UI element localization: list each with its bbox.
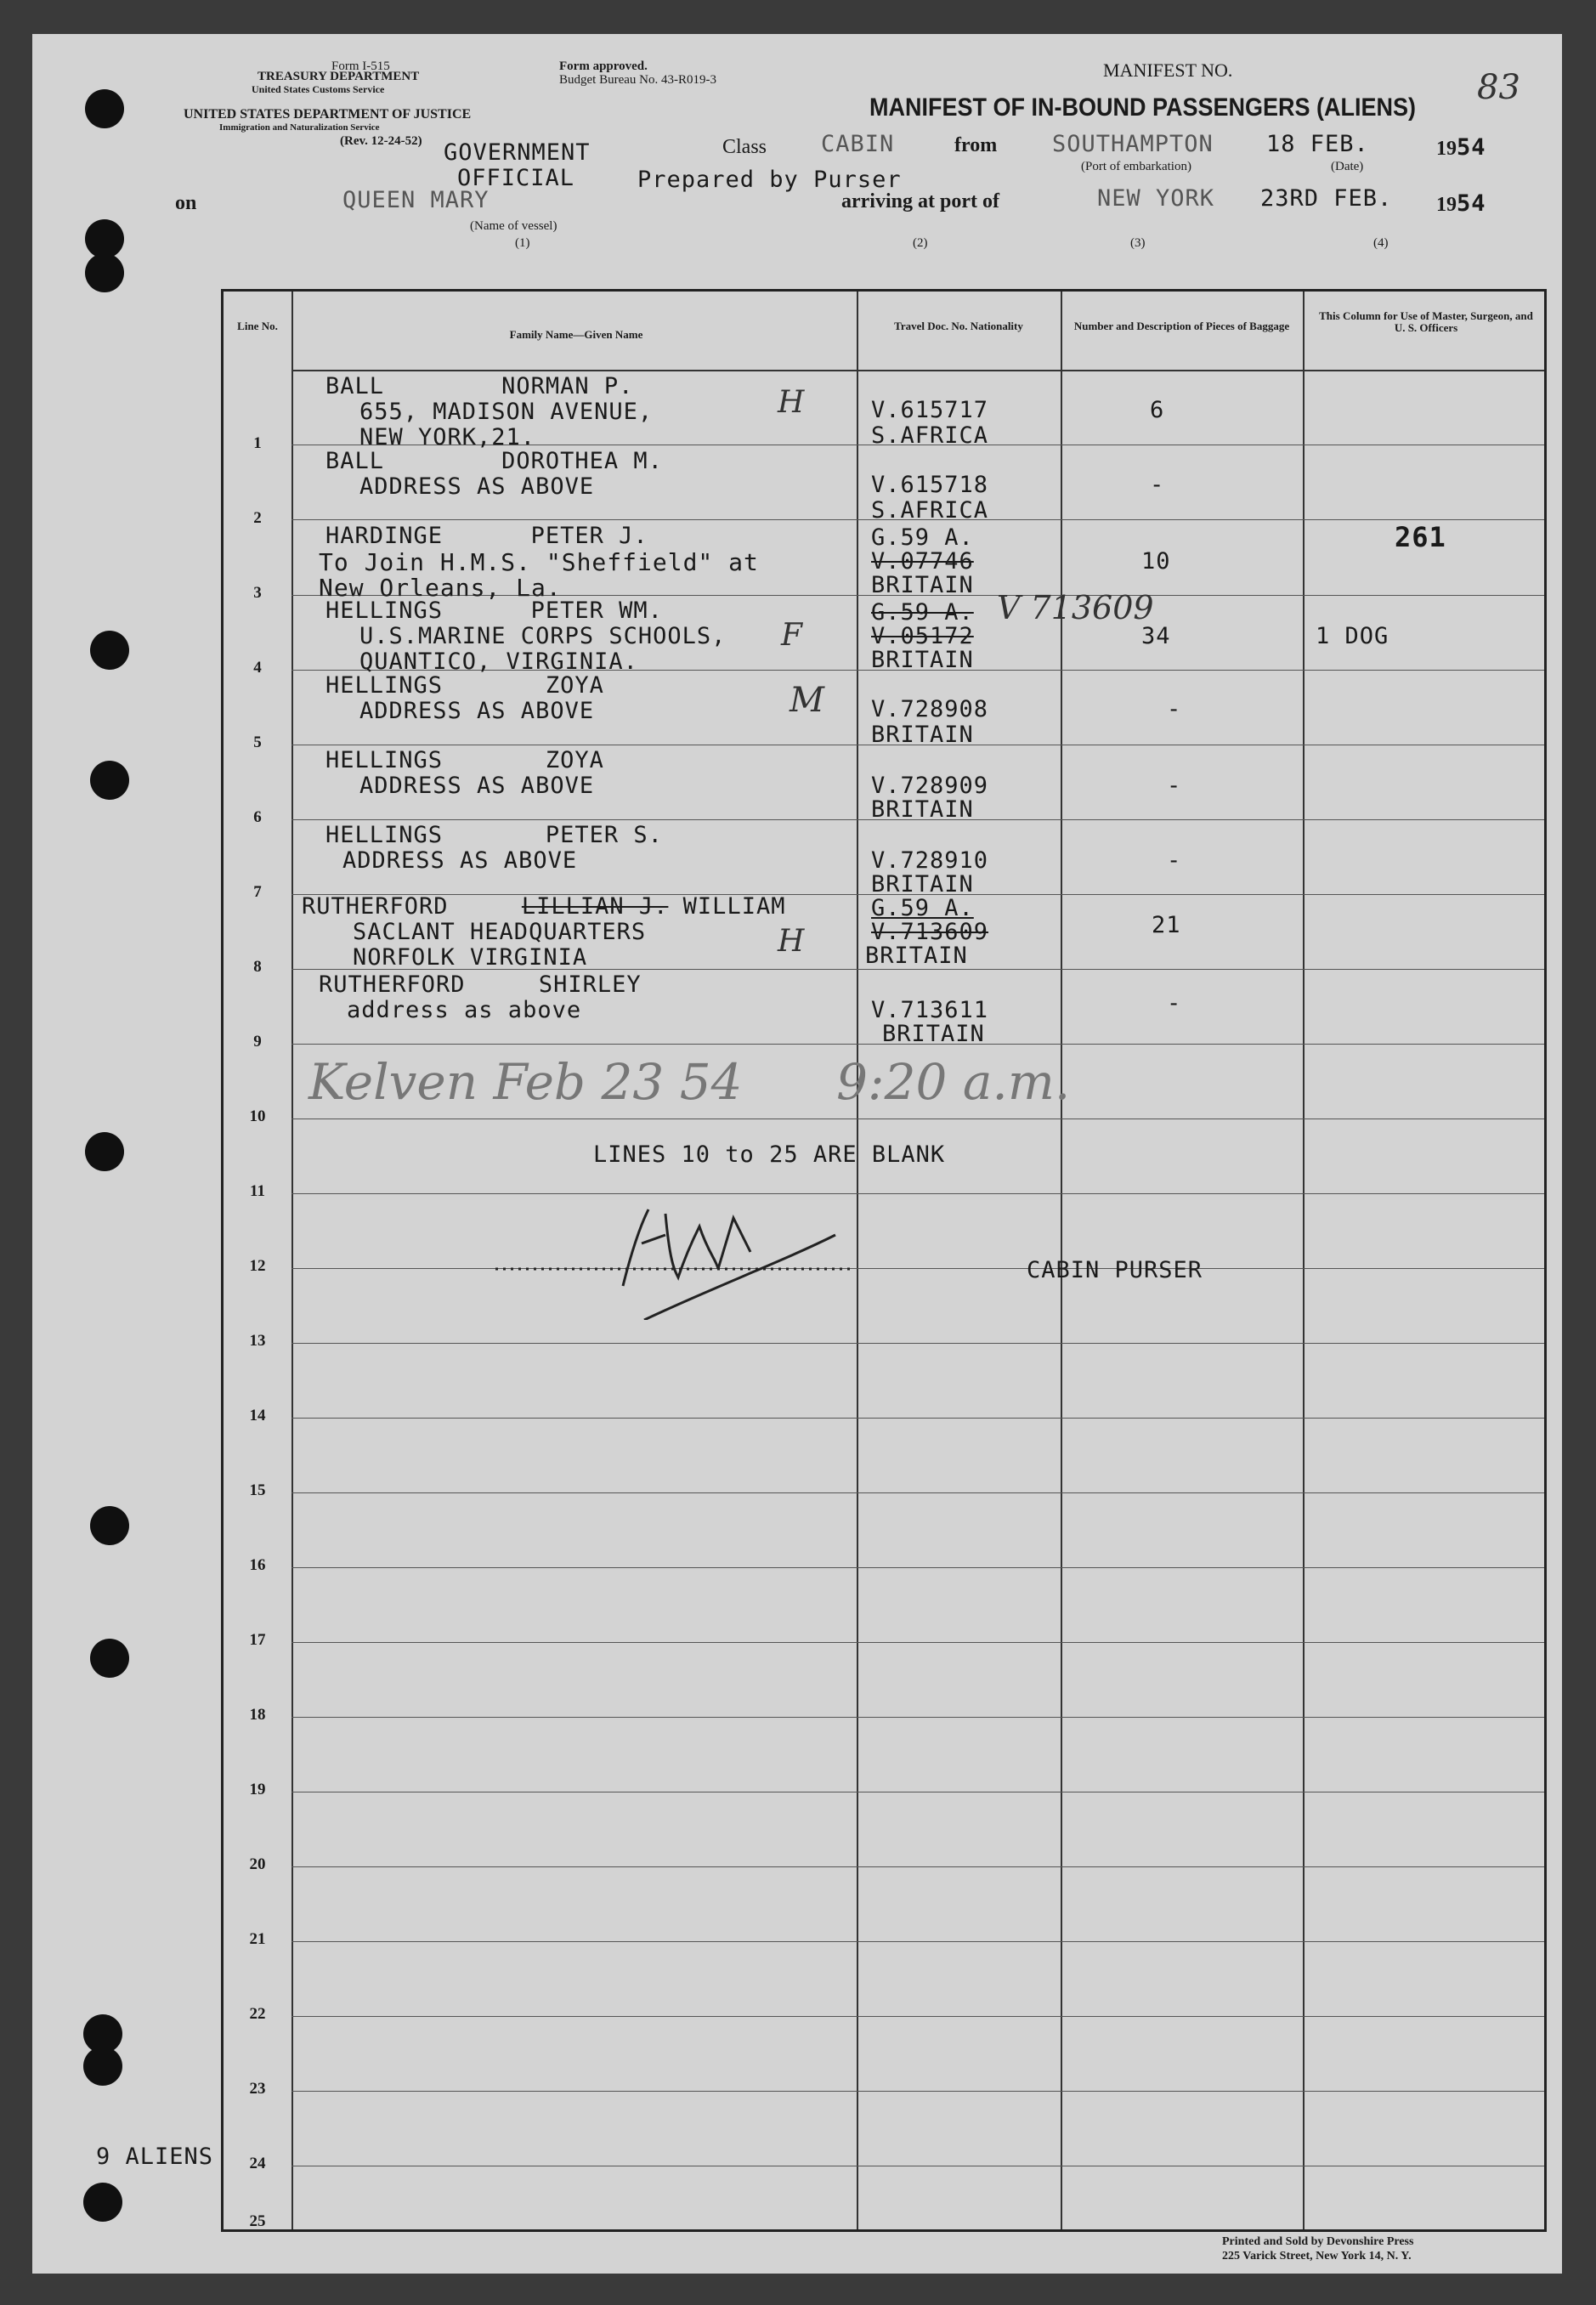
justice-dept: UNITED STATES DEPARTMENT OF JUSTICE bbox=[184, 107, 472, 122]
punch-hole bbox=[83, 2047, 122, 2086]
officer-note: 261 bbox=[1395, 521, 1446, 553]
vessel-name: QUEEN MARY bbox=[342, 187, 490, 213]
passenger-address: NORFOLK VIRGINIA bbox=[353, 944, 588, 971]
aliens-count: 9 ALIENS bbox=[96, 2144, 214, 2170]
departure-date: 18 FEB. bbox=[1266, 131, 1369, 157]
line-number: 7 bbox=[253, 883, 262, 901]
nationality: BRITAIN bbox=[871, 572, 974, 598]
baggage-count: - bbox=[1167, 990, 1182, 1017]
nationality: BRITAIN bbox=[871, 722, 974, 748]
baggage-count: - bbox=[1167, 773, 1182, 799]
line-number: 6 bbox=[253, 808, 262, 826]
col-num-4: (4) bbox=[1373, 236, 1389, 250]
baggage-count: 34 bbox=[1141, 623, 1171, 649]
manifest-title: MANIFEST OF IN-BOUND PASSENGERS (ALIENS) bbox=[869, 93, 1417, 122]
government-line1: GOVERNMENT bbox=[444, 139, 591, 166]
header-name: Family Name—Given Name bbox=[509, 328, 643, 341]
header-baggage: Number and Description of Pieces of Baggage bbox=[1073, 320, 1290, 332]
passenger-address: ADDRESS AS ABOVE bbox=[342, 847, 578, 874]
col-num-1: (1) bbox=[515, 236, 530, 250]
line-number: 5 bbox=[253, 733, 262, 751]
baggage-count: - bbox=[1150, 472, 1165, 498]
line-number: 19 bbox=[249, 1781, 266, 1798]
passenger-name: BALL DOROTHEA M. bbox=[325, 448, 663, 474]
line-number: 21 bbox=[249, 1930, 266, 1948]
line-number: 18 bbox=[249, 1706, 266, 1724]
passenger-address: address as above bbox=[347, 997, 582, 1023]
manifest-page bbox=[32, 34, 1562, 2274]
passenger-address: To Join H.M.S. "Sheffield" at bbox=[319, 548, 759, 576]
passenger-address: 655, MADISON AVENUE, bbox=[359, 399, 654, 425]
form-number: Form I-515 bbox=[331, 59, 390, 73]
punch-hole bbox=[85, 1132, 124, 1171]
passenger-address: ADDRESS AS ABOVE bbox=[359, 473, 595, 500]
blank-lines-note: LINES 10 to 25 ARE BLANK bbox=[593, 1141, 946, 1168]
passenger-address: U.S.MARINE CORPS SCHOOLS, bbox=[359, 623, 727, 649]
travel-doc: G.59 A. bbox=[871, 895, 974, 921]
sex-mark: F bbox=[781, 618, 802, 653]
baggage-count: - bbox=[1167, 696, 1182, 722]
line-number: 15 bbox=[249, 1481, 266, 1499]
line-number: 23 bbox=[249, 2080, 266, 2098]
sex-mark: M bbox=[790, 681, 824, 720]
line-number: 25 bbox=[249, 2212, 266, 2230]
from-value: SOUTHAMPTON bbox=[1052, 131, 1214, 157]
baggage-count: 10 bbox=[1141, 548, 1171, 575]
passenger-table bbox=[221, 289, 1547, 2232]
punch-hole bbox=[90, 631, 129, 670]
ins-service: Immigration and Naturalization Service bbox=[219, 122, 380, 133]
baggage-count: 6 bbox=[1150, 397, 1165, 423]
travel-doc-struck: V.07746 bbox=[871, 548, 974, 575]
passenger-name: RUTHERFORD SHIRLEY bbox=[319, 971, 642, 998]
nationality: BRITAIN bbox=[871, 871, 974, 898]
nationality: S.AFRICA bbox=[871, 422, 989, 449]
line-number: 8 bbox=[253, 958, 262, 976]
punch-hole bbox=[85, 89, 124, 128]
passenger-name: HELLINGS ZOYA bbox=[325, 747, 604, 773]
passenger-address: QUANTICO, VIRGINIA. bbox=[359, 648, 638, 675]
revision-date: (Rev. 12-24-52) bbox=[340, 134, 422, 148]
passenger-name: RUTHERFORD LILLIAN J. WILLIAM bbox=[302, 893, 786, 920]
passenger-name: BALL NORMAN P. bbox=[325, 373, 634, 399]
arrival-date: 23RD FEB. bbox=[1260, 185, 1393, 212]
class-label: Class bbox=[722, 136, 767, 158]
punch-hole bbox=[90, 1639, 129, 1678]
on-label: on bbox=[175, 192, 197, 214]
date-caption: (Date) bbox=[1331, 160, 1364, 173]
nationality: BRITAIN bbox=[871, 647, 974, 673]
cabin-purser-label: CABIN PURSER bbox=[1027, 1257, 1203, 1283]
year1: 1954 bbox=[1436, 134, 1486, 161]
header-doc: Travel Doc. No. Nationality bbox=[894, 320, 1023, 332]
arriving-label: arriving at port of bbox=[841, 190, 999, 212]
line-number: 10 bbox=[249, 1107, 266, 1125]
passenger-name: HELLINGS ZOYA bbox=[325, 672, 604, 699]
punch-hole bbox=[90, 761, 129, 800]
nationality: BRITAIN bbox=[882, 1021, 985, 1047]
prepared-by: Prepared by Purser bbox=[637, 167, 902, 193]
line-number: 11 bbox=[250, 1182, 265, 1200]
sex-mark: H bbox=[778, 385, 805, 420]
vessel-caption: (Name of vessel) bbox=[470, 219, 557, 233]
line-number: 13 bbox=[249, 1332, 266, 1350]
baggage-count: - bbox=[1167, 847, 1182, 874]
punch-hole bbox=[83, 2183, 122, 2222]
col-num-3: (3) bbox=[1130, 236, 1146, 250]
travel-doc: V.615718 bbox=[871, 472, 989, 498]
officer-note: 1 DOG bbox=[1316, 623, 1389, 649]
travel-doc: V.615717 bbox=[871, 397, 989, 423]
line-number: 3 bbox=[253, 584, 262, 602]
from-label: from bbox=[954, 134, 998, 156]
line-number: 1 bbox=[253, 434, 262, 452]
passenger-address: SACLANT HEADQUARTERS bbox=[353, 919, 647, 945]
travel-doc-struck: V.05172 bbox=[871, 623, 974, 649]
budget-bureau: Budget Bureau No. 43-R019-3 bbox=[559, 73, 716, 87]
line-number: 17 bbox=[249, 1631, 266, 1649]
sex-mark: H bbox=[778, 924, 805, 959]
line-number: 22 bbox=[249, 2005, 266, 2023]
printer-credit: Printed and Sold by Devonshire Press 225 Varick Street, New York 14, N. Y. bbox=[1222, 2235, 1414, 2263]
travel-doc-handwritten: V 713609 bbox=[997, 589, 1154, 626]
treasury-dept: TREASURY DEPARTMENT bbox=[258, 70, 420, 83]
line-number: 4 bbox=[253, 659, 262, 677]
baggage-count: 21 bbox=[1152, 912, 1181, 938]
passenger-name: HELLINGS PETER S. bbox=[325, 822, 663, 848]
line-number: 16 bbox=[249, 1556, 266, 1574]
passenger-address: ADDRESS AS ABOVE bbox=[359, 698, 595, 724]
handwritten-arrival-note: Kelven Feb 23 54 9:20 a.m. bbox=[308, 1053, 1071, 1111]
passenger-address: NEW YORK,21. bbox=[359, 424, 536, 450]
from-caption: (Port of embarkation) bbox=[1081, 160, 1191, 173]
form-approved: Form approved. bbox=[559, 59, 648, 73]
travel-doc: V.728909 bbox=[871, 773, 989, 799]
nationality: BRITAIN bbox=[871, 796, 974, 823]
arrival-port: NEW YORK bbox=[1097, 185, 1215, 212]
passenger-address: New Orleans, La. bbox=[319, 574, 562, 602]
passenger-name: HELLINGS PETER WM. bbox=[325, 597, 663, 624]
travel-doc-struck: G.59 A. bbox=[871, 599, 974, 626]
line-number: 14 bbox=[249, 1407, 266, 1424]
passenger-name: HARDINGE PETER J. bbox=[325, 523, 648, 549]
page-number-handwritten: 83 bbox=[1477, 68, 1520, 107]
travel-doc: V.728908 bbox=[871, 696, 989, 722]
manifest-no-label: MANIFEST NO. bbox=[1103, 59, 1233, 81]
purser-signature bbox=[495, 1175, 852, 1320]
punch-hole bbox=[90, 1506, 129, 1545]
line-number: 12 bbox=[249, 1257, 266, 1275]
customs-service: United States Customs Service bbox=[252, 83, 385, 95]
travel-doc: G.59 A. bbox=[871, 524, 974, 551]
col-num-2: (2) bbox=[913, 236, 928, 250]
nationality: S.AFRICA bbox=[871, 497, 989, 524]
line-number: 20 bbox=[249, 1855, 266, 1873]
header-officers: This Column for Use of Master, Surgeon, and U. S. Officers bbox=[1319, 309, 1533, 335]
line-number: 24 bbox=[249, 2155, 266, 2172]
year2: 1954 bbox=[1436, 190, 1486, 217]
passenger-address: ADDRESS AS ABOVE bbox=[359, 773, 595, 799]
travel-doc-struck: V.713609 bbox=[871, 919, 989, 945]
header-line-no: Line No. bbox=[237, 320, 278, 332]
punch-hole bbox=[85, 253, 124, 292]
nationality: BRITAIN bbox=[865, 943, 968, 969]
travel-doc: V.713611 bbox=[871, 997, 989, 1023]
class-value: CABIN bbox=[821, 131, 895, 157]
travel-doc: V.728910 bbox=[871, 847, 989, 874]
line-number: 2 bbox=[253, 509, 262, 527]
government-line2: OFFICIAL bbox=[457, 165, 575, 191]
line-number: 9 bbox=[253, 1033, 262, 1051]
